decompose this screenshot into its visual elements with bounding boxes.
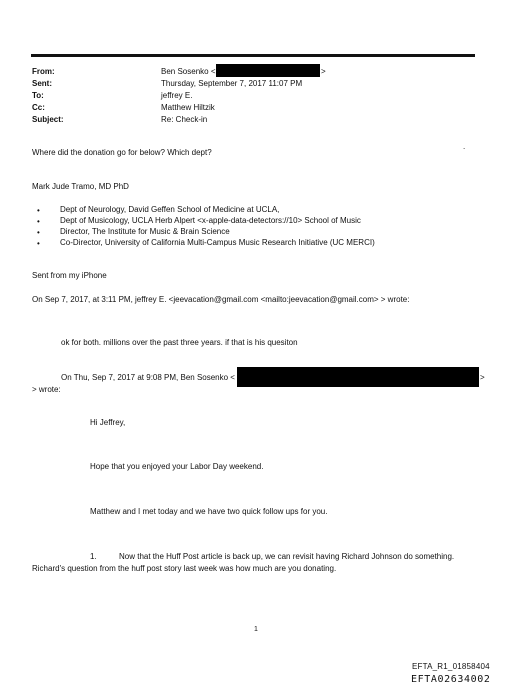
signature-item: Co-Director, University of California Multi-Campus Music Research Initiative (UC MERCI) — [60, 238, 375, 247]
redaction-box — [237, 367, 479, 387]
signature-name: Mark Jude Tramo, MD PhD — [32, 182, 129, 191]
cc-label: Cc: — [32, 103, 45, 112]
quote2-header: On Thu, Sep 7, 2017 at 9:08 PM, Ben Sosenko < — [61, 373, 235, 382]
sent-from-text: Sent from my iPhone — [32, 271, 107, 280]
subject-label: Subject: — [32, 115, 64, 124]
page-number: 1 — [254, 626, 258, 633]
quote1-body: ok for both. millions over the past three years. if that is his quesiton — [61, 338, 298, 347]
header-divider — [31, 54, 475, 57]
bullet-icon: • — [37, 239, 40, 248]
signature-item: Director, The Institute for Music & Brain Science — [60, 227, 230, 236]
to-value: jeffrey E. — [161, 91, 193, 100]
quote1-header: On Sep 7, 2017, at 3:11 PM, jeffrey E. <jeevacation@gmail.com <mailto:jeevacation@gmail.com> > wrote: — [32, 295, 410, 304]
from-close: > — [321, 67, 326, 76]
from-value: Ben Sosenko < — [161, 67, 216, 76]
to-label: To: — [32, 91, 44, 100]
bates-number-primary: EFTA_R1_01858404 — [412, 662, 490, 671]
sent-value: Thursday, September 7, 2017 11:07 PM — [161, 79, 303, 88]
subject-value: Re: Check-in — [161, 115, 208, 124]
redaction-box — [216, 64, 320, 77]
list-item-text: Now that the Huff Post article is back up, we can revisit having Richard Johnson do something. — [119, 552, 455, 561]
signature-item: Dept of Neurology, David Geffen School of Medicine at UCLA, — [60, 205, 280, 214]
quote2-wrote: > wrote: — [32, 385, 61, 394]
question-text: Where did the donation go for below? Which dept? — [32, 148, 212, 157]
bates-number-secondary: EFTA02634002 — [411, 674, 491, 685]
bullet-icon: • — [37, 228, 40, 237]
paragraph-text: Matthew and I met today and we have two quick follow ups for you. — [90, 507, 328, 516]
stray-mark: . — [463, 142, 466, 151]
list-item-number: 1. — [90, 552, 97, 561]
signature-item: Dept of Musicology, UCLA Herb Alpert <x-apple-data-detectors://10> School of Music — [60, 216, 361, 225]
cc-value: Matthew Hiltzik — [161, 103, 215, 112]
greeting-text: Hi Jeffrey, — [90, 418, 126, 427]
paragraph-text: Hope that you enjoyed your Labor Day weekend. — [90, 462, 264, 471]
sent-label: Sent: — [32, 79, 52, 88]
bullet-icon: • — [37, 217, 40, 226]
from-label: From: — [32, 67, 55, 76]
list-item-continuation: Richard's question from the huff post story last week was how much are you donating. — [32, 564, 337, 573]
bullet-icon: • — [37, 206, 40, 215]
quote2-close: > — [480, 373, 485, 382]
